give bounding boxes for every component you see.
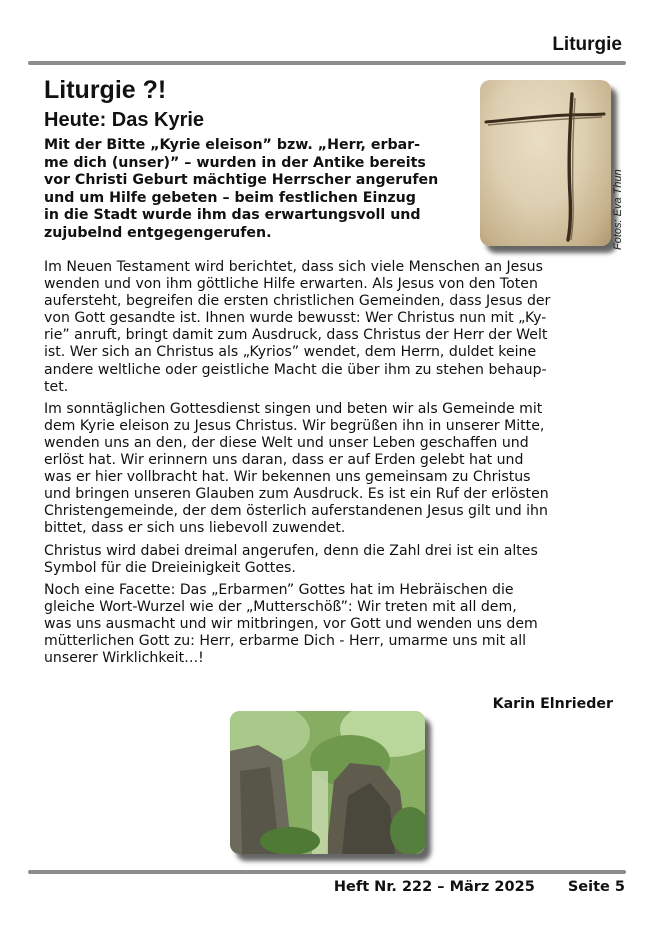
lead-line: in die Stadt wurde ihm das erwartungsvoll und bbox=[44, 207, 421, 223]
lead-line: zujubelnd entgegengerufen. bbox=[44, 224, 272, 241]
body-paragraph bbox=[44, 582, 616, 667]
body-line: Christengemeinde, der dem österlich auferstandenen Jesus gilt und ihn bbox=[44, 503, 548, 520]
article-title: Liturgie ?! bbox=[44, 76, 167, 104]
photo-credit: Fotos: Eva Thun bbox=[612, 169, 624, 250]
body-paragraph bbox=[44, 259, 616, 396]
body-line: unserer Wirklichkeit…! bbox=[44, 650, 204, 667]
lead-line: und um Hilfe gebeten – beim festlichen Einzug bbox=[44, 189, 416, 206]
wooden-cross-icon bbox=[480, 80, 611, 246]
author-name: Karin Elnrieder bbox=[492, 696, 613, 712]
footer-rule bbox=[28, 870, 626, 874]
body-line: Christus wird dabei dreimal angerufen, denn die Zahl drei ist ein altes bbox=[44, 542, 538, 559]
article-body bbox=[44, 259, 616, 672]
body-line: mütterlichen Gott zu: Herr, erbarme Dich - Herr, umarme uns mit all bbox=[44, 632, 527, 649]
rock-landscape-icon bbox=[230, 711, 425, 854]
body-line: ist. Wer sich an Christus als „Kyrios” wendet, dem Herrn, duldet keine bbox=[44, 344, 537, 361]
body-line: erlöst hat. Wir erinnern uns daran, dass er auf Erden gelebt hat und bbox=[44, 452, 524, 469]
footer bbox=[334, 879, 625, 895]
section-label: Liturgie bbox=[552, 34, 622, 55]
body-line: wenden uns an den, der diese Welt und unser Leben geschaffen und bbox=[44, 434, 529, 451]
body-line: Noch eine Facette: Das „Erbarmen” Gottes hat im Hebräischen die bbox=[44, 581, 514, 598]
page-number: Seite 5 bbox=[567, 879, 625, 895]
body-line: dem Kyrie eleison zu Jesus Christus. Wir begrüßen ihn in unserer Mitte, bbox=[44, 417, 545, 434]
body-line: Im sonntäglichen Gottesdienst singen und beten wir als Gemeinde mit bbox=[44, 400, 543, 417]
body-line: Symbol für die Dreieinigkeit Gottes. bbox=[44, 559, 296, 576]
body-line: andere weltliche oder geistliche Macht die über ihm zu stehen behaup- bbox=[44, 361, 547, 378]
body-line: rie” anruft, bringt damit zum Ausdruck, dass Christus der Herr der Welt bbox=[44, 327, 548, 344]
body-line: bittet, dass er sich uns liebevoll zuwendet. bbox=[44, 520, 346, 537]
rocks-photo bbox=[230, 711, 425, 854]
lead-line: vor Christi Geburt mächtige Herrscher angerufen bbox=[44, 172, 439, 188]
body-paragraph bbox=[44, 543, 616, 577]
lead-line: Mit der Bitte „Kyrie eleison” bzw. „Herr, erbar- bbox=[44, 137, 421, 153]
lead-paragraph bbox=[44, 137, 474, 242]
body-line: gleiche Wort-Wurzel wie der „Mutterschöß”: Wir treten mit all dem, bbox=[44, 598, 517, 615]
article-subtitle: Heute: Das Kyrie bbox=[44, 109, 205, 131]
lead-line: me dich (unser)” – wurden in der Antike bereits bbox=[44, 154, 426, 171]
body-paragraph bbox=[44, 401, 616, 538]
body-line: von Gott gesandte ist. Ihnen wurde bewusst: Wer Christus nun mit „Ky- bbox=[44, 310, 547, 327]
body-line: wenden und von ihm göttliche Hilfe erwarten. Als Jesus von den Toten bbox=[44, 276, 538, 293]
body-line: was uns ausmacht und wir mitbringen, vor Gott und wenden uns dem bbox=[44, 615, 538, 632]
body-line: aufersteht, begreifen die ersten christlichen Gemeinden, dass Jesus der bbox=[44, 293, 551, 310]
body-line: und bringen unseren Glauben zum Ausdruck. Es ist ein Ruf der erlösten bbox=[44, 486, 549, 503]
cross-photo bbox=[480, 80, 611, 246]
body-line: Im Neuen Testament wird berichtet, dass sich viele Menschen an Jesus bbox=[44, 259, 543, 275]
header-rule bbox=[28, 61, 626, 65]
body-line: tet. bbox=[44, 378, 69, 395]
issue-info: Heft Nr. 222 – März 2025 bbox=[333, 879, 535, 895]
body-line: was er hier vollbracht hat. Wir bekennen uns gemeinsam zu Christus bbox=[44, 469, 531, 486]
